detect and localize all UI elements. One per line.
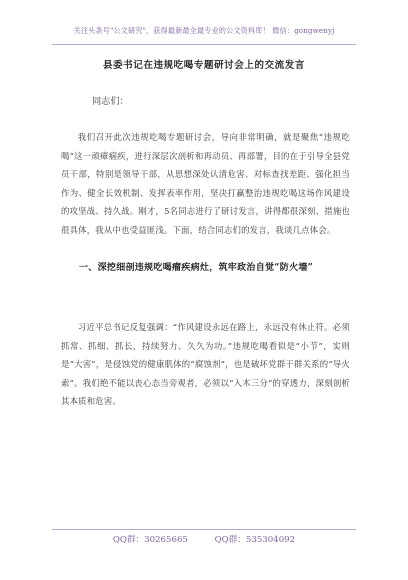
- intro-paragraph: 我们召开此次违规吃喝专题研讨会，导向非常明确，就是聚焦“违规吃喝”这一顽瘴痼疾，进行深层次剖析和再动员、再部署，目的在于引导全县党员干部，特别是领导干部，从思想深处认清危害、对标查找差距、强化担当作为、健全长效机制、发挥表率作用，坚决打赢整治违规吃喝这场作风建设的攻坚战、持久战。刚才，5名同志进行了研讨发言，讲得都很深刻、措施也很具体，我从中也受益匪浅。下面，结合同志们的发言，我谈几点体会。: [61, 132, 350, 235]
- document-title: 县委书记在违规吃喝专题研讨会上的交流发言: [102, 60, 305, 71]
- header-promo-note: 关注头条号"公文研究"，获得最新最全最专业的公文资料库！ 微信：gongwenyj: [73, 26, 335, 35]
- footer-qq-group-1: QQ群：30265665: [112, 535, 188, 545]
- section-paragraph: 习近平总书记反复强调：“作风建设永远在路上，永远没有休止符。必须抓常、抓细、抓长，持续努力、久久为功。”违规吃喝看似是“小节”，实则是“大害”，是侵蚀党的健康肌体的“腐蚀剂”，也是破坏党群干群关系的“导火索”。我们绝不能以丧心态当旁观者，必须以“入木三分”的穿透力，深刻剖析其本质和危害。: [61, 322, 350, 407]
- footer-qq-group-2: QQ群：535304092: [214, 535, 296, 545]
- header-divider: [52, 44, 356, 45]
- salutation: 同志们：: [92, 96, 129, 107]
- footer-contact: [0, 533, 408, 545]
- section-heading: 一、深挖细剖违规吃喝瘤疾病灶，筑牢政治自觉“防火墙”: [79, 263, 314, 273]
- footer-divider: [52, 529, 356, 530]
